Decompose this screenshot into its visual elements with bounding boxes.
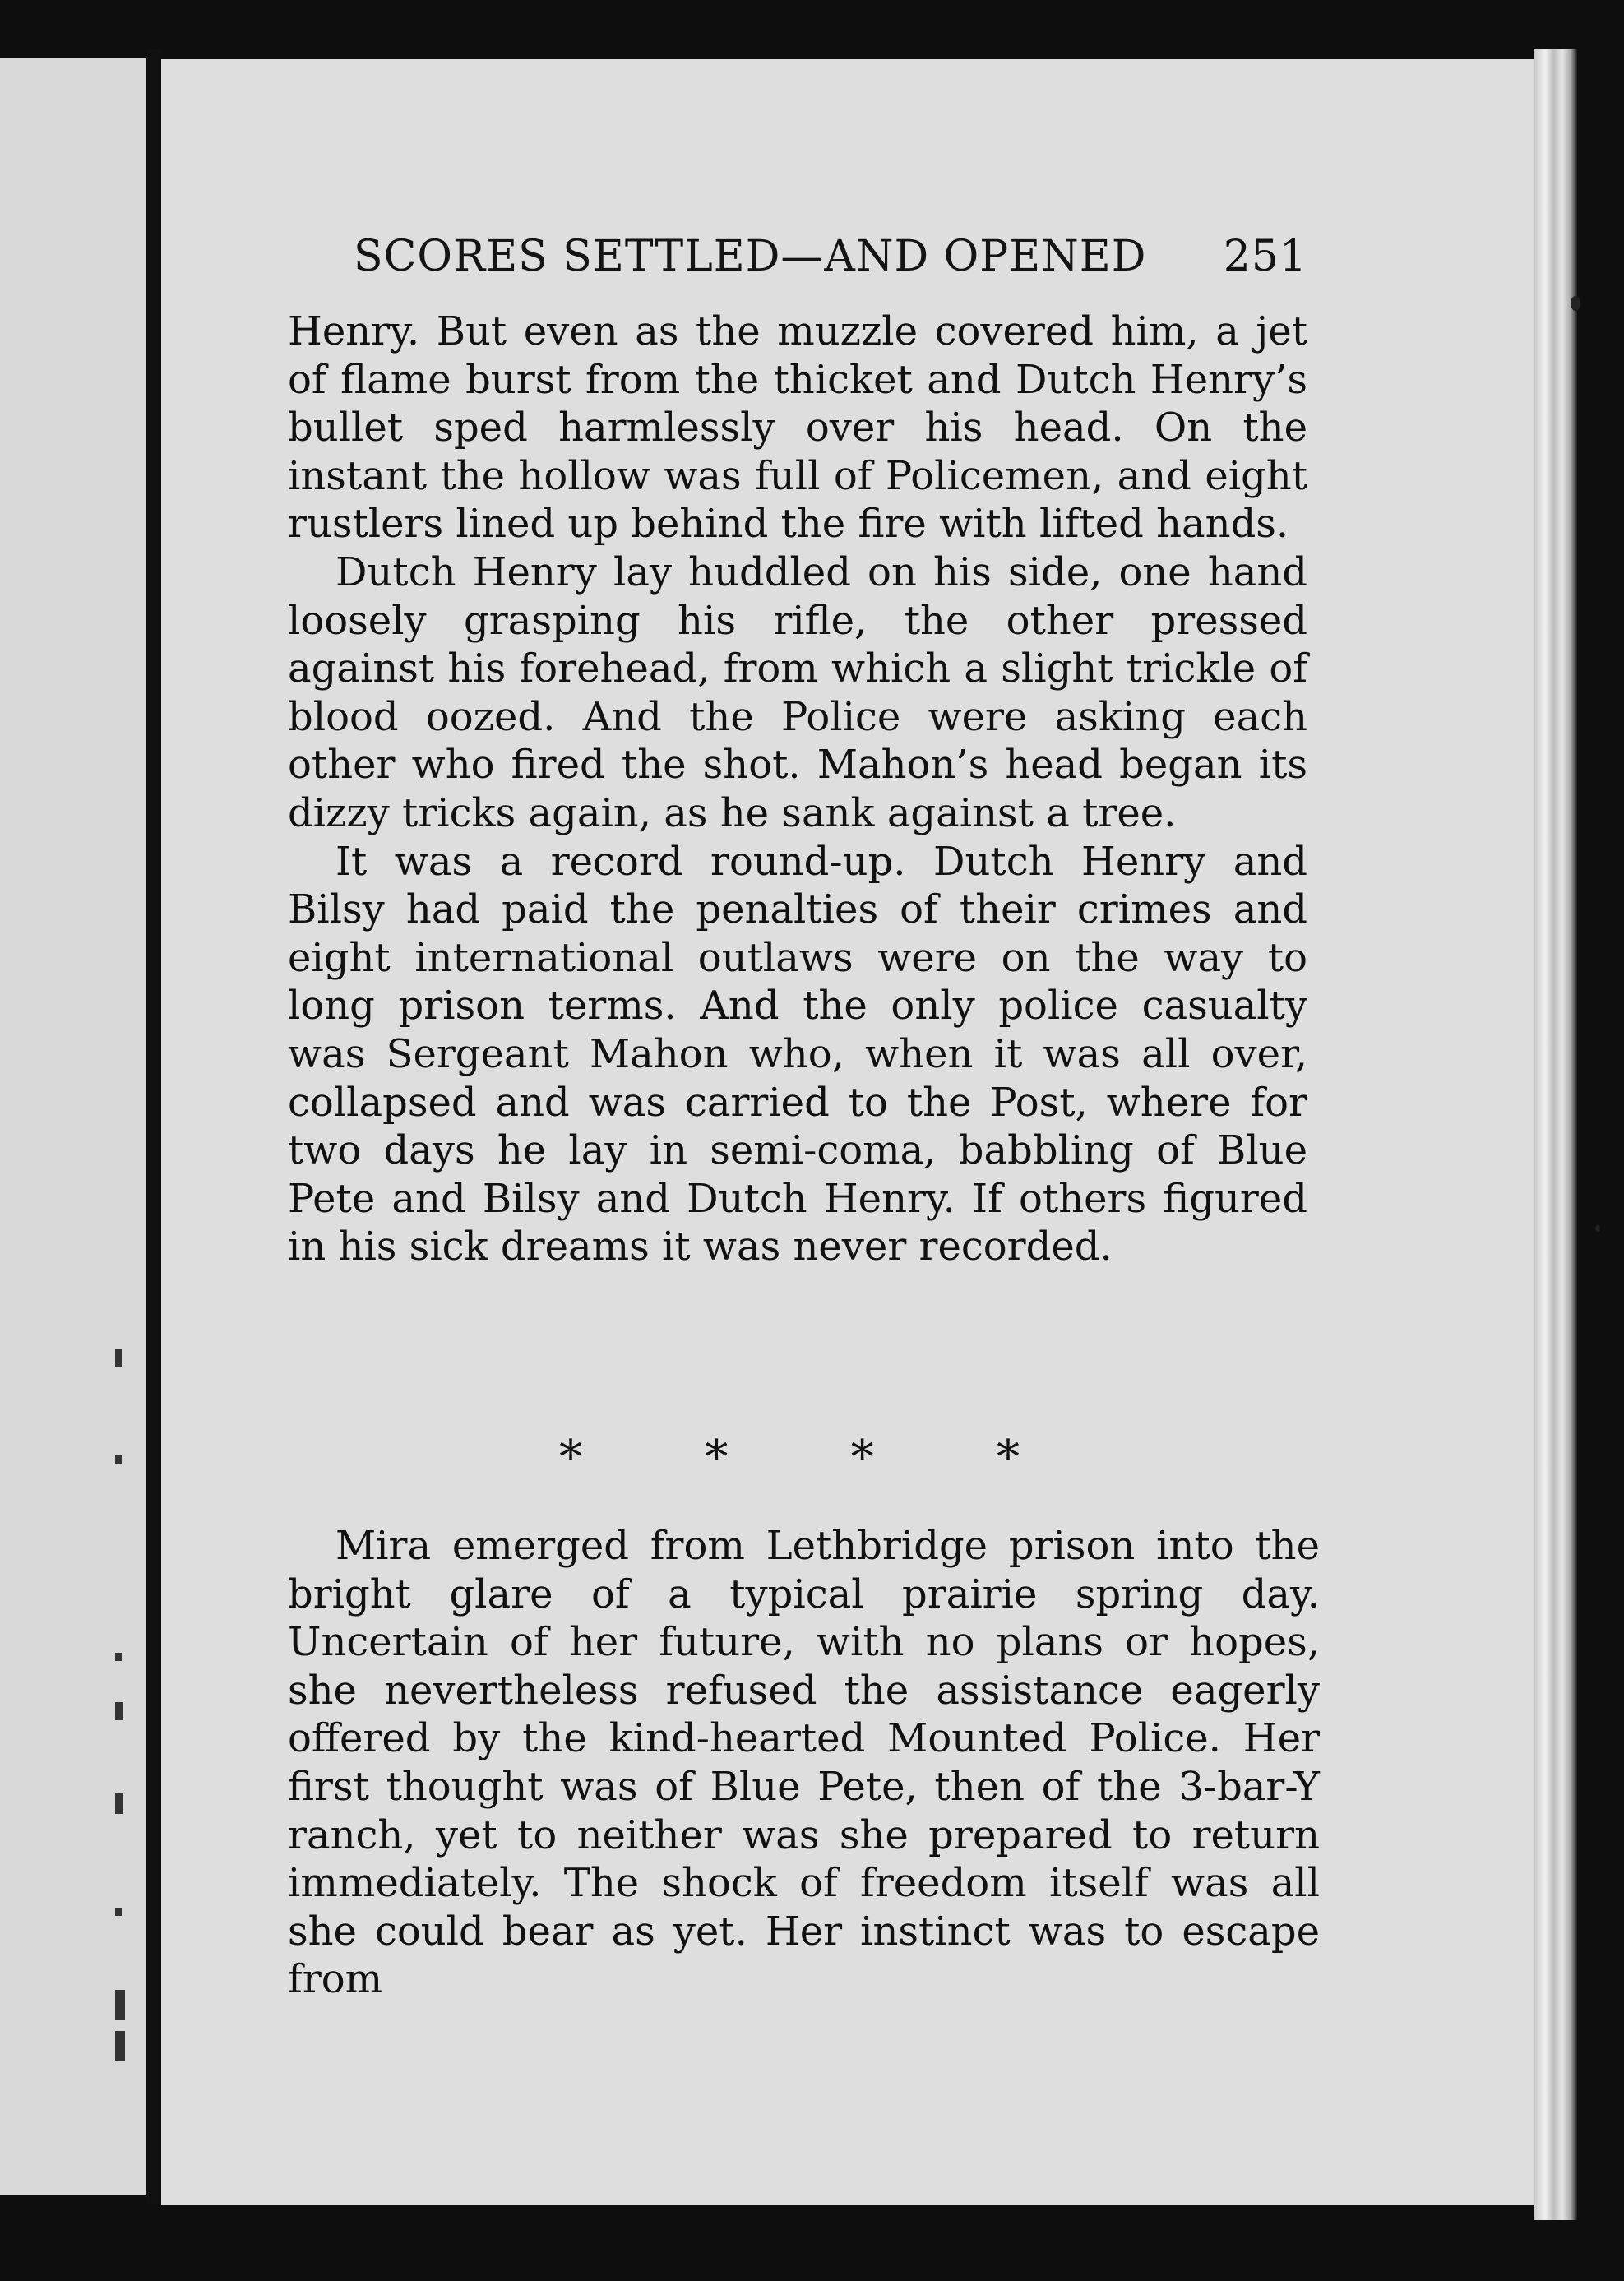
body-text-after-break (288, 1522, 1320, 2004)
paragraph: Dutch Henry lay huddled on his side, one hand loosely grasping his rifle, the other pressed against his forehead, from which a slight trickle of blood oozed. And the Police were asking each other who fired the shot. Mahon’s head began its dizzy tricks again, as he sank against a tree. (288, 548, 1307, 836)
asterisk: * (559, 1431, 582, 1484)
asterisk: * (996, 1431, 1020, 1484)
book-gutter (146, 49, 161, 2204)
facing-page-text-fragment (115, 1455, 122, 1464)
facing-page-text-fragment (115, 1990, 125, 2020)
running-head (354, 232, 1307, 281)
scan-speck (1571, 296, 1580, 311)
facing-page-text-fragment (115, 1908, 122, 1916)
paragraph: Henry. But even as the muzzle covered him, a jet of flame burst from the thicket and Dutch Henry’s bullet sped harmlessly over his head. On the instant the hollow was full of Policemen, and eight rustlers lined up behind the fire with lifted hands. (288, 308, 1307, 548)
running-title: SCORES SETTLED—AND OPENED (354, 232, 1147, 281)
facing-page-text-fragment (115, 2031, 125, 2061)
section-break (559, 1431, 1020, 1484)
paragraph: It was a record round-up. Dutch Henry and Bilsy had paid the penalties of their crimes and eight international outlaws were on the way to long prison terms. And the only police casualty was Sergeant Mahon who, when it was all over, collapsed and was carried to the Post, where for two days he lay in semi-coma, babbling of Blue Pete and Bilsy and Dutch Henry. If others figured in his sick dreams it was never recorded. (288, 838, 1307, 1270)
facing-page-text-fragment (115, 1653, 122, 1661)
facing-page-text-fragment (115, 1702, 123, 1720)
asterisk: * (850, 1431, 874, 1484)
paragraph: Mira emerged from Lethbridge prison into the bright glare of a typical prairie spring day. Uncertain of her future, with no plans or hopes, she nevertheless refused the assistance eagerly offered by the kind-hearted Mounted Police. Her first thought was of Blue Pete, then of the 3-bar-Y ranch, yet to neither was she prepared to return immediately. The shock of freedom itself was all she could bear as yet. Her instinct was to escape from (288, 1523, 1320, 2003)
page-stack-edge (1534, 49, 1577, 2220)
facing-page-text-fragment (115, 1349, 122, 1367)
scan-speck (1595, 1225, 1600, 1232)
page-number: 251 (1223, 232, 1307, 281)
body-text-before-break (288, 308, 1307, 1271)
facing-page-edge (0, 58, 153, 2195)
facing-page-text-fragment (115, 1793, 123, 1814)
asterisk: * (705, 1431, 729, 1484)
